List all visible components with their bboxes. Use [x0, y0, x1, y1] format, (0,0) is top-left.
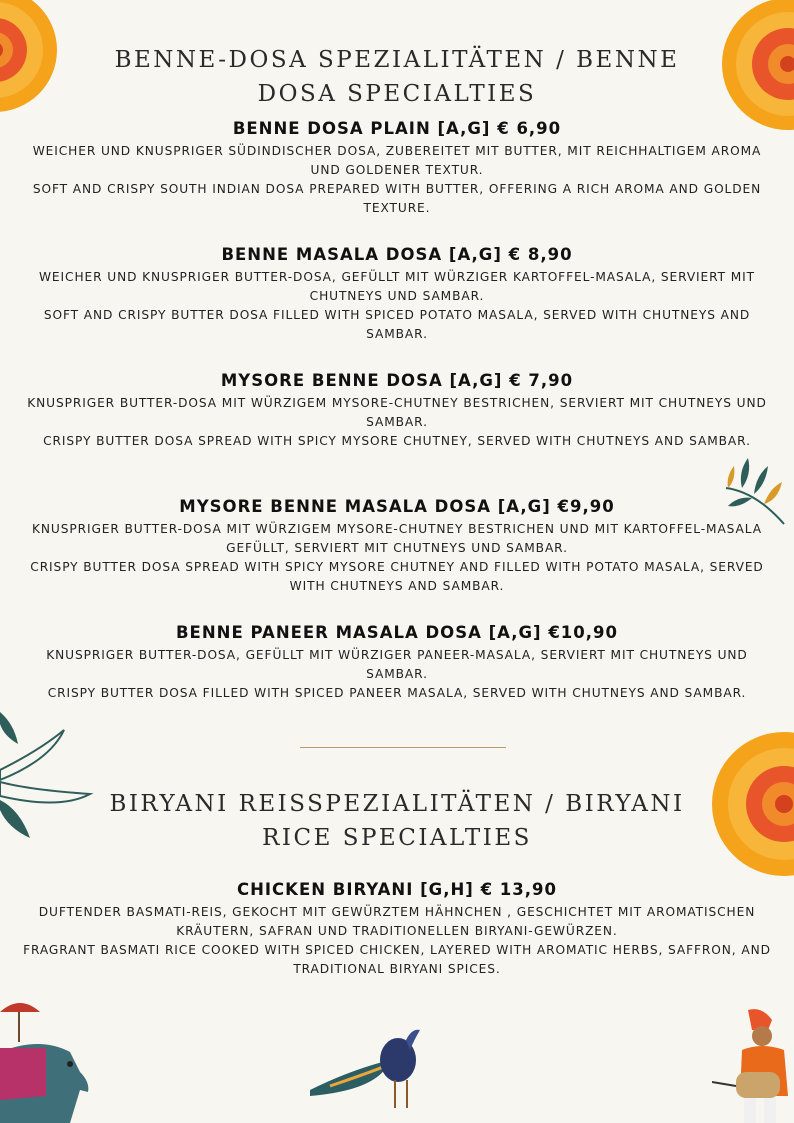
menu-item: [18, 879, 776, 979]
menu-item: [18, 622, 776, 703]
menu-item: [18, 118, 776, 218]
fern-leaves-icon: [0, 710, 96, 840]
menu-item-desc-en: SOFT AND CRISPY SOUTH INDIAN DOSA PREPARED WITH BUTTER, OFFERING A RICH AROMA AND GOLDEN TEXTURE.: [32, 182, 762, 215]
menu-item-title: BENNE MASALA DOSA [A,G] € 8,90: [221, 245, 573, 264]
menu-item-desc-en: CRISPY BUTTER DOSA FILLED WITH SPICED PANEER MASALA, SERVED WITH CHUTNEYS AND SAMBAR.: [47, 686, 747, 700]
menu-item-desc-en: SOFT AND CRISPY BUTTER DOSA FILLED WITH SPICED POTATO MASALA, SERVED WITH CHUTNEYS AND SAMBAR.: [43, 308, 751, 341]
menu-item-desc-en: CRISPY BUTTER DOSA SPREAD WITH SPICY MYSORE CHUTNEY, SERVED WITH CHUTNEYS AND SAMBAR.: [43, 434, 751, 448]
marigold-icon: [716, 0, 794, 136]
menu-item-desc-de: KNUSPRIGER BUTTER-DOSA, GEFÜLLT MIT WÜRZIGER PANEER-MASALA, SERVIERT MIT CHUTNEYS UND SAMBAR.: [46, 648, 748, 681]
menu-item-title: CHICKEN BIRYANI [G,H] € 13,90: [237, 880, 557, 899]
menu-item-desc-de: KNUSPRIGER BUTTER-DOSA MIT WÜRZIGEM MYSORE-CHUTNEY BESTRICHEN, SERVIERT MIT CHUTNEYS UND SAMBAR.: [27, 396, 767, 429]
section-title-benne-dosa: BENNE-DOSA SPEZIALITÄTEN / BENNE DOSA SPECIALTIES: [114, 47, 680, 108]
menu-item-desc-en: FRAGRANT BASMATI RICE COOKED WITH SPICED CHICKEN, LAYERED WITH AROMATIC HERBS, SAFFRON, AND TRADITIONAL BIRYANI SPICES.: [23, 943, 771, 976]
menu-item-title: MYSORE BENNE DOSA [A,G] € 7,90: [220, 371, 574, 390]
menu-item-title: MYSORE BENNE MASALA DOSA [A,G] €9,90: [179, 497, 615, 516]
menu-item: [18, 496, 776, 596]
section-title-biryani: BIRYANI REISSPEZIALITÄTEN / BIRYANI RICE SPECIALTIES: [109, 791, 685, 852]
menu-item: [18, 370, 776, 451]
section-divider: [300, 747, 506, 748]
menu-item-title: BENNE PANEER MASALA DOSA [A,G] €10,90: [175, 623, 618, 642]
menu-item-desc-de: DUFTENDER BASMATI-REIS, GEKOCHT MIT GEWÜRZTEM HÄHNCHEN , GESCHICHTET MIT AROMATISCHEN KRÄUTERN, SAFRAN UND TRADITIONELLEN BIRYANI-GEWÜRZEN.: [38, 905, 756, 938]
menu-item-desc-en: CRISPY BUTTER DOSA SPREAD WITH SPICY MYSORE CHUTNEY AND FILLED WITH POTATO MASALA, SERVED WITH CHUTNEYS AND SAMBAR.: [30, 560, 764, 593]
elephant-icon: [0, 992, 100, 1123]
peacock-icon: [310, 1020, 430, 1116]
marigold-icon: [700, 732, 794, 882]
menu-item-desc-de: WEICHER UND KNUSPRIGER BUTTER-DOSA, GEFÜLLT MIT WÜRZIGER KARTOFFEL-MASALA, SERVIERT MIT CHUTNEYS UND SAMBAR.: [38, 270, 756, 303]
marigold-icon: [0, 0, 65, 130]
drummer-icon: [712, 1006, 794, 1123]
menu-item: [18, 244, 776, 344]
menu-item-desc-de: WEICHER UND KNUSPRIGER SÜDINDISCHER DOSA, ZUBEREITET MIT BUTTER, MIT REICHHALTIGEM AROMA UND GOLDENER TEXTUR.: [32, 144, 762, 177]
menu-item-desc-de: KNUSPRIGER BUTTER-DOSA MIT WÜRZIGEM MYSORE-CHUTNEY BESTRICHEN UND MIT KARTOFFEL-MASALA GEFÜLLT, SERVIERT MIT CHUTNEYS UND SAMBAR.: [31, 522, 762, 555]
menu-item-title: BENNE DOSA PLAIN [A,G] € 6,90: [232, 119, 562, 138]
